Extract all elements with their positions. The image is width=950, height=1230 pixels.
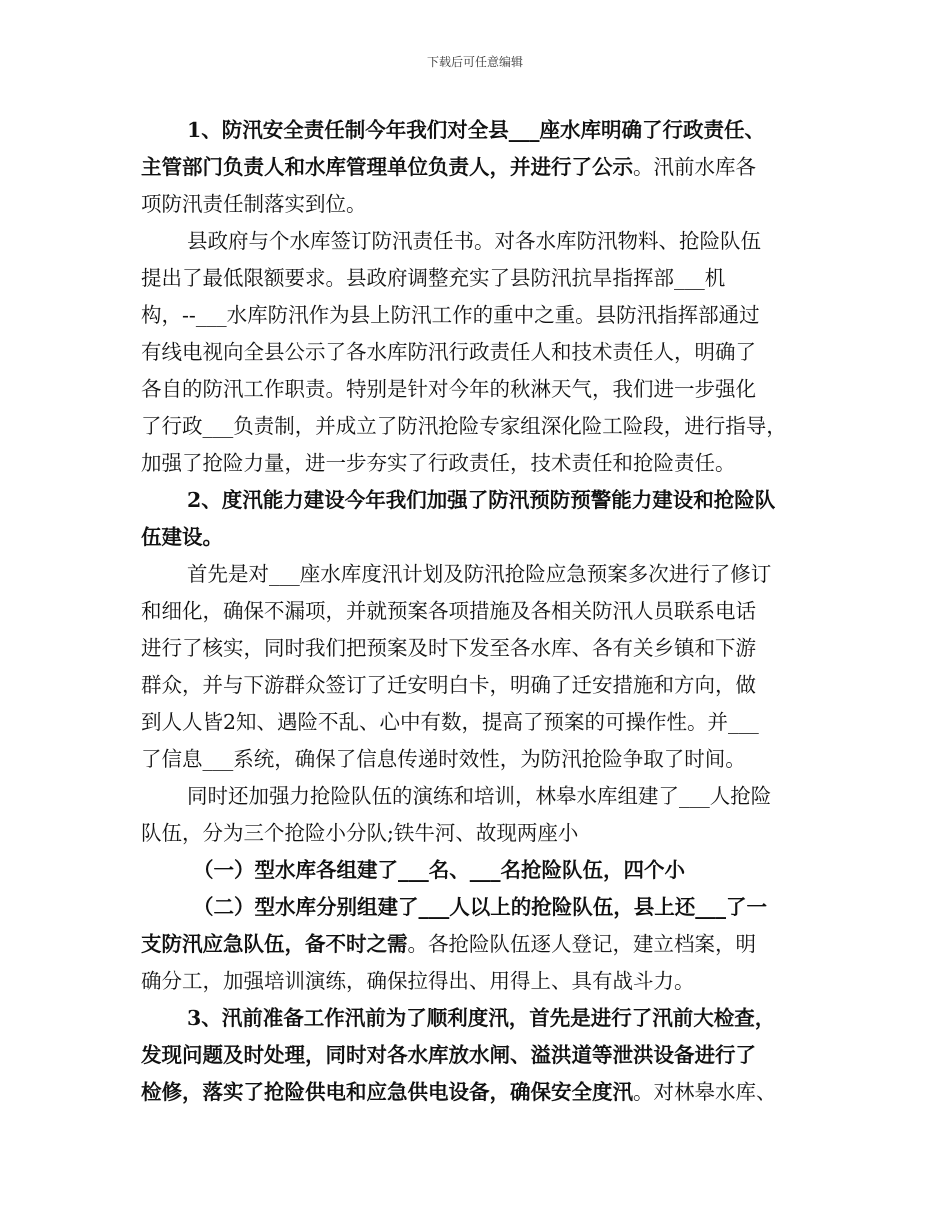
text-line (141, 778, 821, 815)
text-line (141, 852, 821, 889)
text-line (141, 963, 821, 1000)
body-text: 加强了抢险力量，进一步夯实了行政责任，技术责任和抢险责任。 (141, 451, 736, 475)
text-line (141, 519, 821, 556)
bold-text: 1、防汛安全责任制今年我们对全县___座水库明确了行政责任、 (187, 118, 766, 142)
body-text: 确分工，加强培训演练，确保拉得出、用得上、具有战斗力。 (141, 969, 695, 993)
body-text: 。对林皋水库、 (633, 1080, 777, 1104)
text-line (141, 741, 821, 778)
bold-text: 伍建设。 (141, 525, 223, 549)
body-text: 。各抢险队伍逐人登记，建立档案，明 (407, 932, 756, 956)
text-line (141, 223, 821, 260)
bold-text: （二）型水库分别组建了___人以上的抢险队伍，县上还___了一 (193, 895, 767, 919)
body-text: 到人人皆2知、遇险不乱、心中有数，提高了预案的可操作性。并___ (141, 710, 759, 734)
body-text: 群众，并与下游群众签订了迁安明白卡，明确了迁安措施和方向，做 (141, 673, 756, 697)
body-text: 有线电视向全县公示了各水库防汛行政责任人和技术责任人，明确了 (141, 340, 756, 364)
text-line (141, 593, 821, 630)
text-line (141, 1000, 821, 1037)
bold-text: 检修，落实了抢险供电和应急供电设备，确保安全度汛 (141, 1080, 633, 1104)
bold-text: 主管部门负责人和水库管理单位负责人，并进行了公示 (141, 155, 633, 179)
body-text: 。汛前水库各 (633, 155, 756, 179)
body-text: 了行政___负责制，并成立了防汛抢险专家组深化险工险段，进行指导， (141, 414, 787, 438)
text-line (141, 815, 821, 852)
text-line (141, 1037, 821, 1074)
text-line (141, 1074, 821, 1111)
text-line (141, 371, 821, 408)
text-line (141, 482, 821, 519)
text-line (141, 889, 821, 926)
body-text: 项防汛责任制落实到位。 (141, 192, 367, 216)
text-line (141, 630, 821, 667)
body-text: 首先是对___座水库度汛计划及防汛抢险应急预案多次进行了修订 (187, 562, 772, 586)
text-line (141, 334, 821, 371)
text-line (141, 408, 821, 445)
body-text: 县政府与个水库签订防汛责任书。对各水库防汛物料、抢险队伍 (187, 229, 761, 253)
body-text: 了信息___系统，确保了信息传递时效性，为防汛抢险争取了时间。 (141, 747, 746, 771)
bold-text: 支防汛应急队伍，备不时之需 (141, 932, 408, 956)
text-line (141, 667, 821, 704)
text-line (141, 149, 821, 186)
body-text: 队伍，分为三个抢险小分队;铁牛河、故现两座小 (141, 821, 579, 845)
text-line (141, 556, 821, 593)
body-text: 进行了核实，同时我们把预案及时下发至各水库、各有关乡镇和下游 (141, 636, 756, 660)
text-line (141, 297, 821, 334)
body-text: 构，--___水库防汛作为县上防汛工作的重中之重。县防汛指挥部通过 (141, 303, 760, 327)
text-line (141, 112, 821, 149)
document-body (141, 112, 821, 1111)
text-line (141, 260, 821, 297)
text-line (141, 445, 821, 482)
bold-text: 2、度汛能力建设今年我们加强了防汛预防预警能力建设和抢险队 (187, 488, 776, 512)
body-text: 各自的防汛工作职责。特别是针对今年的秋淋天气，我们进一步强化 (141, 377, 756, 401)
text-line (141, 186, 821, 223)
text-line (141, 704, 821, 741)
body-text: 同时还加强力抢险队伍的演练和培训，林皋水库组建了___人抢险 (187, 784, 772, 808)
bold-text: 3、汛前准备工作汛前为了顺利度汛，首先是进行了汛前大检查， (187, 1006, 776, 1030)
body-text: 提出了最低限额要求。县政府调整充实了县防汛抗旱指挥部___机 (141, 266, 726, 290)
bold-text: 发现问题及时处理，同时对各水库放水闸、溢洪道等泄洪设备进行了 (141, 1043, 756, 1067)
text-line (141, 926, 821, 963)
bold-text: （一）型水库各组建了___名、___名抢险队伍，四个小 (193, 858, 685, 882)
page-header: 下载后可任意编辑 (426, 55, 523, 69)
body-text: 和细化，确保不漏项，并就预案各项措施及各相关防汛人员联系电话 (141, 599, 756, 623)
